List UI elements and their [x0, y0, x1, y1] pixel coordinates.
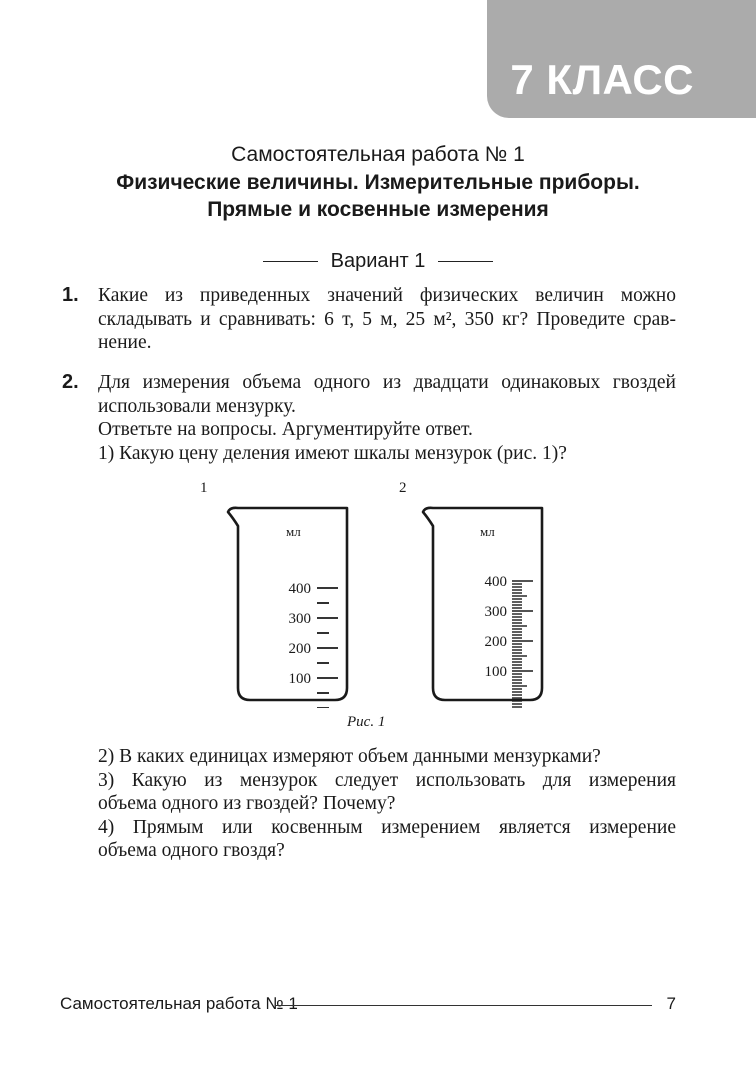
- page-number: 7: [666, 994, 676, 1013]
- topic-title-line1: Физические величины. Измерительные приборы.: [116, 171, 640, 194]
- task-number: 1.: [62, 284, 79, 306]
- scale-label: 200: [288, 641, 311, 657]
- scale-label: 300: [484, 604, 507, 620]
- task-text-line: Какие из приведенных значений физических величин можно: [98, 285, 676, 306]
- task-1: [62, 284, 676, 355]
- beaker-1-unit: мл: [286, 524, 301, 539]
- task-text-line: нение.: [98, 332, 152, 353]
- variant-heading: [0, 250, 756, 273]
- grade-tab: [487, 0, 756, 118]
- task-text-line: использовали мензурку.: [98, 395, 296, 417]
- question-line: объема одного гвоздя?: [98, 840, 285, 861]
- variant-rule-left: [263, 261, 318, 262]
- scale-label: 400: [288, 581, 311, 597]
- beaker-1-number: 1: [200, 480, 208, 496]
- page-footer: [60, 994, 676, 1018]
- beaker-2-unit: мл: [480, 524, 495, 539]
- task-text-line: складывать и сравнивать: 6 т, 5 м, 25 м², 350 кг? Проведите срав-: [98, 308, 676, 330]
- variant-label: Вариант 1: [330, 250, 426, 272]
- grade-label: 7 КЛАСС: [510, 56, 694, 103]
- footer-rule: [276, 1005, 652, 1006]
- variant-rule-right: [438, 261, 493, 262]
- task-text-line: 1) Какую цену деления имеют шкалы мензурок (рис. 1)?: [98, 442, 567, 464]
- work-title: Самостоятельная работа № 1: [231, 143, 525, 166]
- question-line: объема одного из гвоздей? Почему?: [98, 793, 396, 814]
- scale-label: 100: [288, 671, 311, 687]
- footer-title: Самостоятельная работа № 1: [60, 994, 298, 1013]
- task-text-line: Для измерения объема одного из двадцати одинаковых гвоздей: [98, 372, 676, 393]
- figure-1: [190, 478, 560, 738]
- scale-label: 300: [288, 611, 311, 627]
- task-2-questions: [98, 745, 676, 863]
- beaker-2-number: 2: [399, 480, 407, 496]
- figure-caption: Рис. 1: [347, 714, 386, 730]
- task-text-line: Ответьте на вопросы. Аргументируйте ответ.: [98, 419, 473, 440]
- scale-label: 200: [484, 634, 507, 650]
- task-2: [62, 371, 676, 465]
- beakers-drawing: [190, 478, 560, 708]
- task-number: 2.: [62, 371, 79, 393]
- scale-label: 100: [484, 664, 507, 680]
- scale-label: 400: [484, 574, 507, 590]
- beaker-2-scale: [485, 574, 534, 707]
- question-line: 2) В каких единицах измеряют объем данными мензурками?: [98, 746, 601, 767]
- beaker-1-scale: [289, 581, 339, 708]
- question-line: 3) Какую из мензурок следует использовать для измерения: [98, 769, 676, 791]
- question-line: 4) Прямым или косвенным измерением является измерение: [98, 816, 676, 838]
- topic-title-line2: Прямые и косвенные измерения: [207, 198, 549, 221]
